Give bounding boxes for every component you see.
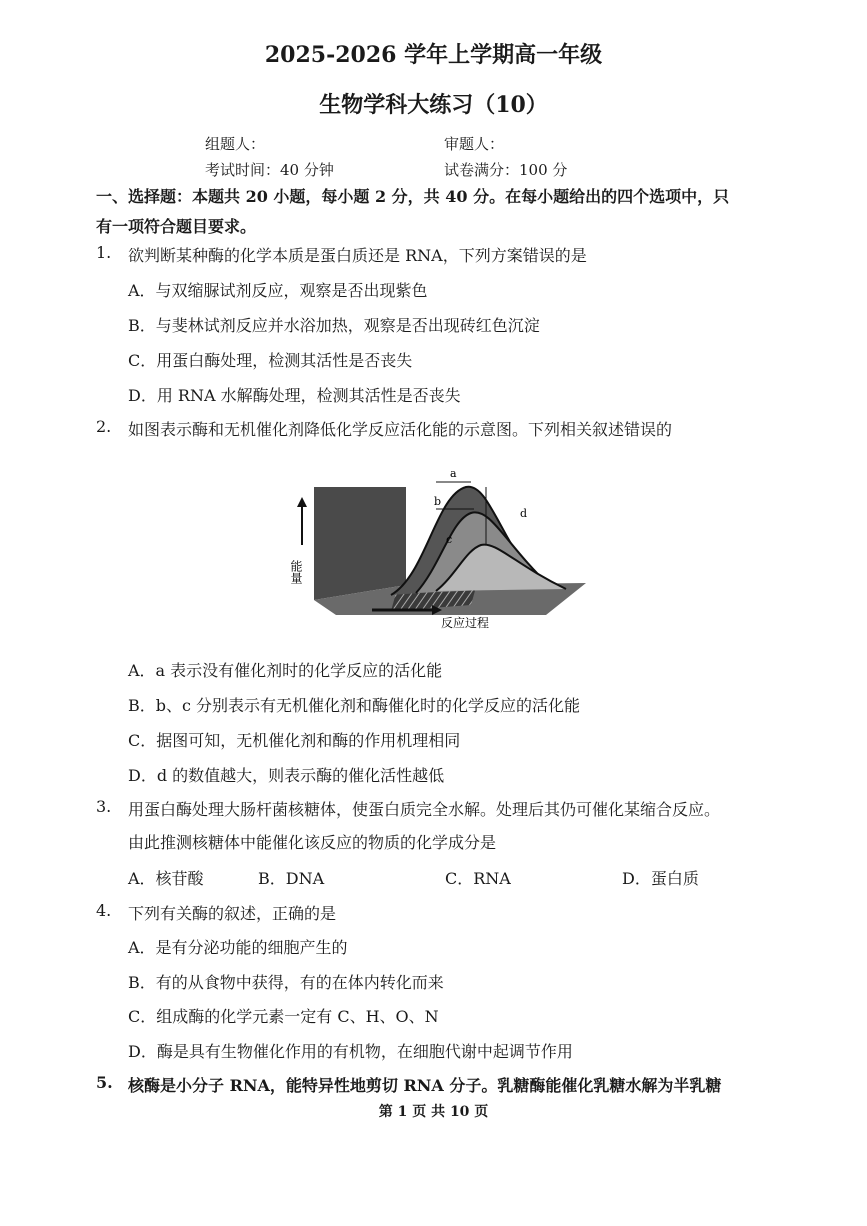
- label-d: d: [520, 507, 528, 520]
- page-footer: 第 1 页 共 10 页: [378, 1104, 489, 1120]
- activation-energy-figure: [289, 465, 588, 635]
- back-wall: [314, 487, 406, 600]
- exam-time: 考试时间：40 分钟: [205, 161, 334, 179]
- label-a: a: [450, 467, 457, 480]
- question-number: 4.: [96, 901, 112, 920]
- option-c: C．RNA: [445, 869, 511, 888]
- question-number: 2.: [96, 417, 112, 436]
- option-a: A．a 表示没有催化剂时的化学反应的活化能: [128, 661, 443, 680]
- option-c: C．组成酶的化学元素一定有 C、H、O、N: [128, 1007, 439, 1026]
- option-b: B．与斐林试剂反应并水浴加热，观察是否出现砖红色沉淀: [128, 316, 540, 335]
- setter-label: 组题人：: [205, 135, 266, 153]
- question-stem: 核酶是小分子 RNA，能特异性地剪切 RNA 分子。乳糖酶能催化乳糖水解为半乳糖: [128, 1076, 722, 1095]
- question-number: 5.: [96, 1073, 113, 1092]
- y-axis-arrowhead: [297, 497, 307, 507]
- question-number: 3.: [96, 797, 112, 816]
- full-score: 试卷满分：100 分: [444, 161, 568, 179]
- option-b: B．DNA: [258, 869, 325, 888]
- reviewer-label: 审题人：: [444, 135, 505, 153]
- x-axis-label: 反应过程: [441, 616, 490, 630]
- question-stem-line2: 由此推测核糖体中能催化该反应的物质的化学成分是: [128, 833, 497, 852]
- option-b: B．有的从食物中获得，有的在体内转化而来: [128, 973, 444, 992]
- option-d: D．蛋白质: [622, 869, 699, 888]
- option-a: A．与双缩脲试剂反应，观察是否出现紫色: [128, 281, 428, 300]
- option-d: D．酶是具有生物催化作用的有机物，在细胞代谢中起调节作用: [128, 1042, 573, 1061]
- exam-subtitle: 生物学科大练习（10）: [319, 92, 548, 118]
- option-a: A．是有分泌功能的细胞产生的: [128, 938, 348, 957]
- option-c: C．据图可知，无机催化剂和酶的作用机理相同: [128, 731, 461, 750]
- question-stem: 用蛋白酶处理大肠杆菌核糖体，使蛋白质完全水解。处理后其仍可催化某缩合反应。: [128, 800, 721, 819]
- question-stem: 欲判断某种酶的化学本质是蛋白质还是 RNA，下列方案错误的是: [128, 246, 587, 265]
- option-b: B．b、c 分别表示有无机催化剂和酶催化时的化学反应的活化能: [128, 696, 581, 715]
- label-c: c: [446, 533, 453, 546]
- option-d: D．用 RNA 水解酶处理，检测其活性是否丧失: [128, 386, 461, 405]
- exam-title: 2025-2026 学年上学期高一年级: [264, 42, 603, 68]
- question-stem: 下列有关酶的叙述，正确的是: [128, 904, 337, 923]
- section-heading-line1: 一、选择题：本题共 20 小题，每小题 2 分，共 40 分。在每小题给出的四个选项中，只: [96, 187, 730, 206]
- question-stem: 如图表示酶和无机催化剂降低化学反应活化能的示意图。下列相关叙述错误的: [128, 420, 673, 439]
- label-b: b: [434, 495, 442, 508]
- section-heading-line2: 有一项符合题目要求。: [96, 217, 257, 236]
- option-a: A．核苷酸: [128, 869, 204, 888]
- option-d: D．d 的数值越大，则表示酶的催化活性越低: [128, 766, 445, 785]
- option-c: C．用蛋白酶处理，检测其活性是否丧失: [128, 351, 413, 370]
- y-axis-label: 能量: [289, 560, 303, 584]
- question-number: 1.: [96, 243, 112, 262]
